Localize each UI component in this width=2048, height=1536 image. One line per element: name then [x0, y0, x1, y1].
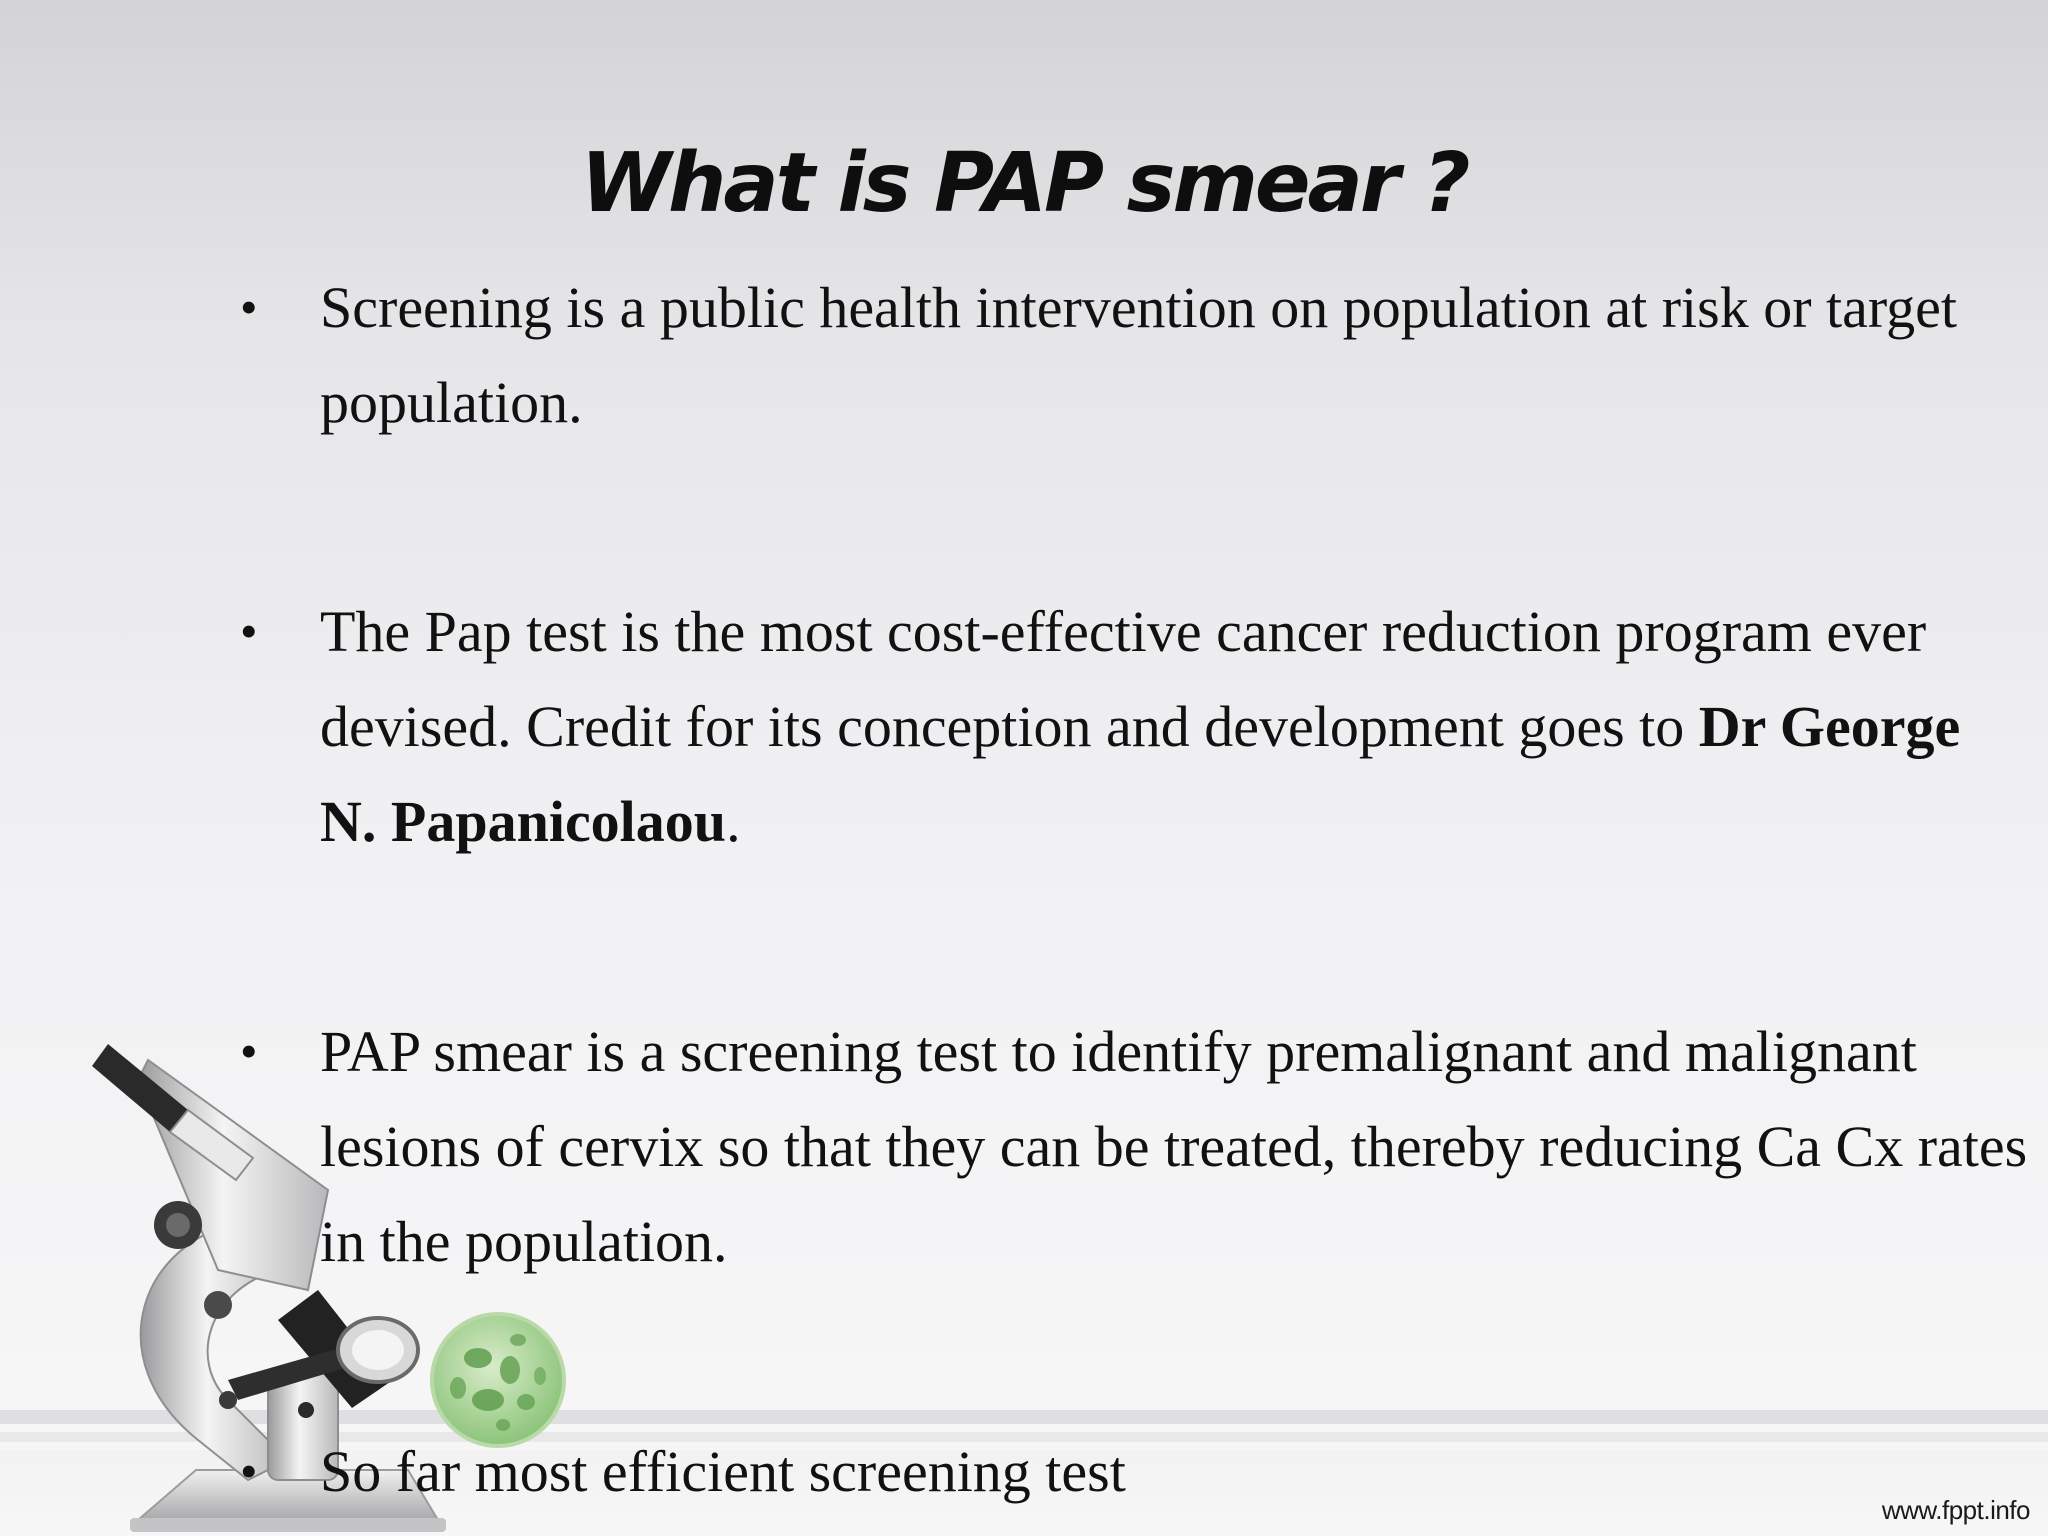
author-name: Dr George N. Papanicolaou [320, 694, 1961, 854]
bullet-marker: • [240, 603, 258, 659]
bullet-marker: • [240, 1443, 258, 1499]
bullet-marker: • [240, 279, 258, 335]
bullet-marker: • [240, 1023, 258, 1079]
bullet-text-part: The Pap test is the most cost-effective cancer reduction program ever devised. Credit for its conception and development goes to [320, 599, 1927, 759]
bullet-text: So far most efficient screening test [320, 1439, 1126, 1504]
bullet-text [320, 584, 2030, 869]
slide-title: What is PAP smear ? [580, 135, 1468, 231]
bullet-text: Screening is a public health intervention on population at risk or target population. [320, 275, 1958, 435]
bullet-text: PAP smear is a screening test to identify premalignant and malignant lesions of cervix so that they can be treated, thereby reducing Ca Cx rates in the population. [320, 1019, 2028, 1274]
bullet-text-part: . [726, 789, 741, 854]
watermark: www.fppt.info [1881, 1495, 2030, 1525]
